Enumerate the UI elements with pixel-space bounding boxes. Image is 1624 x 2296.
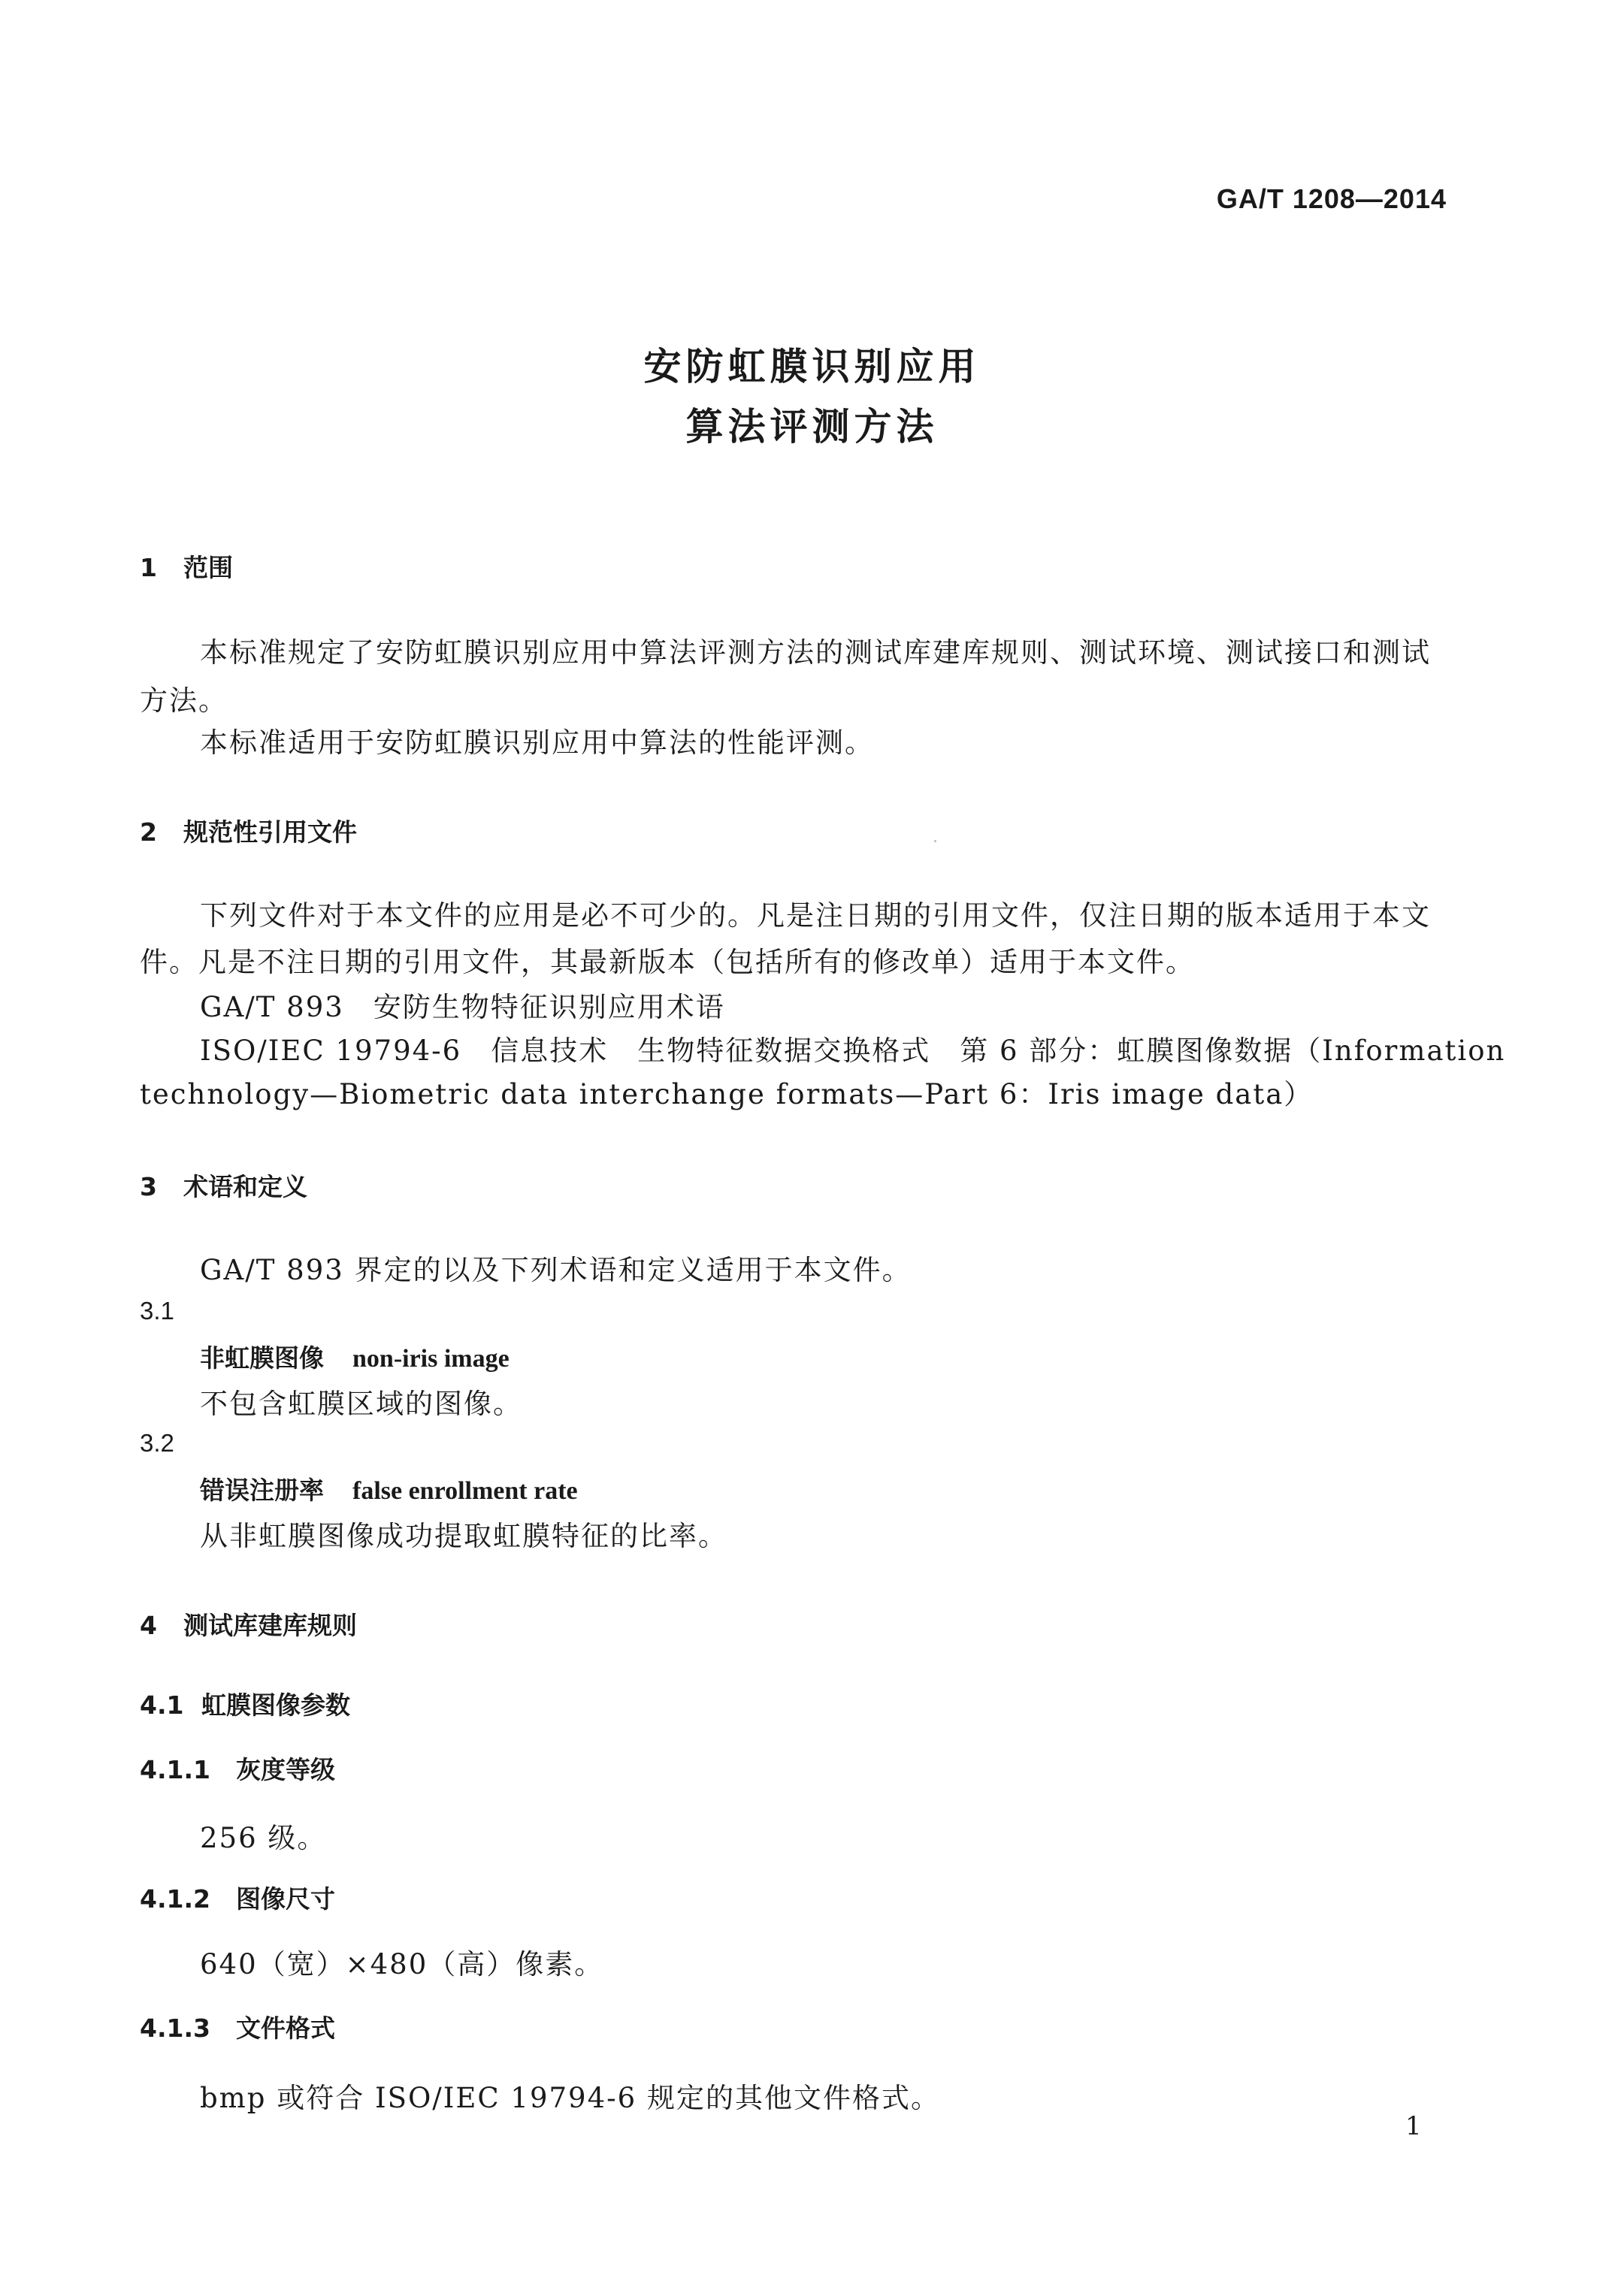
reference-item: ISO/IEC 19794-6 信息技术 生物特征数据交换格式 第 6 部分：虹膜图像数据（Information [200, 1035, 1506, 1067]
term-title [200, 1471, 578, 1506]
section-number: 4.1.1 [140, 1755, 210, 1784]
term-en: false enrollment rate [352, 1477, 578, 1505]
section-number: 4.1.2 [140, 1884, 210, 1914]
paragraph: 件。凡是不注日期的引用文件，其最新版本（包括所有的修改单）适用于本文件。 [140, 946, 1195, 978]
subsection-4-1-heading [140, 1686, 350, 1721]
paragraph: bmp 或符合 ISO/IEC 19794-6 规定的其他文件格式。 [200, 2082, 940, 2114]
section-number: 4 [140, 1611, 157, 1640]
term-definition: 不包含虹膜区域的图像。 [200, 1388, 522, 1420]
section-2-heading [140, 813, 357, 848]
subsection-4-1-3-heading [140, 2009, 335, 2044]
paragraph: 方法。 [140, 684, 228, 717]
paragraph: 640（宽）×480（高）像素。 [200, 1948, 604, 1980]
term-en: non-iris image [352, 1345, 510, 1373]
section-title: 图像尺寸 [236, 1884, 335, 1914]
reference-item: technology—Biometric data interchange formats—Part 6：Iris image data） [140, 1078, 1314, 1110]
term-number: 3.1 [140, 1297, 174, 1325]
standard-code: GA/T 1208—2014 [1216, 183, 1447, 214]
section-title: 虹膜图像参数 [201, 1690, 350, 1720]
scan-speck [934, 840, 936, 842]
page-number: 1 [1405, 2111, 1422, 2141]
term-zh: 非虹膜图像 [200, 1343, 324, 1373]
term-number: 3.2 [140, 1429, 174, 1457]
paragraph: 本标准规定了安防虹膜识别应用中算法评测方法的测试库建库规则、测试环境、测试接口和测试 [200, 636, 1431, 669]
section-title: 文件格式 [236, 2014, 335, 2043]
section-number: 4.1.3 [140, 2014, 210, 2043]
title-line-2: 算法评测方法 [685, 405, 939, 449]
term-zh: 错误注册率 [200, 1476, 324, 1505]
paragraph: 本标准适用于安防虹膜识别应用中算法的性能评测。 [200, 727, 874, 759]
term-definition: 从非虹膜图像成功提取虹膜特征的比率。 [200, 1520, 727, 1552]
term-title [200, 1339, 510, 1374]
section-title: 测试库建库规则 [183, 1611, 357, 1640]
section-number: 4.1 [140, 1690, 184, 1720]
paragraph: GA/T 893 界定的以及下列术语和定义适用于本文件。 [200, 1254, 912, 1286]
section-title: 术语和定义 [183, 1172, 307, 1201]
subsection-4-1-2-heading [140, 1880, 335, 1915]
section-1-heading [140, 548, 233, 584]
section-title: 规范性引用文件 [183, 817, 357, 847]
paragraph: 下列文件对于本文件的应用是必不可少的。凡是注日期的引用文件，仅注日期的版本适用于本文 [200, 899, 1431, 932]
section-4-heading [140, 1606, 357, 1642]
section-title: 灰度等级 [236, 1755, 335, 1784]
paragraph: 256 级。 [200, 1822, 327, 1854]
reference-item: GA/T 893 安防生物特征识别应用术语 [200, 991, 725, 1023]
section-number: 3 [140, 1172, 157, 1201]
section-title: 范围 [183, 553, 233, 582]
section-number: 1 [140, 553, 157, 582]
section-3-heading [140, 1168, 307, 1203]
subsection-4-1-1-heading [140, 1751, 335, 1786]
section-number: 2 [140, 817, 157, 847]
title-line-1: 安防虹膜识别应用 [643, 345, 981, 388]
